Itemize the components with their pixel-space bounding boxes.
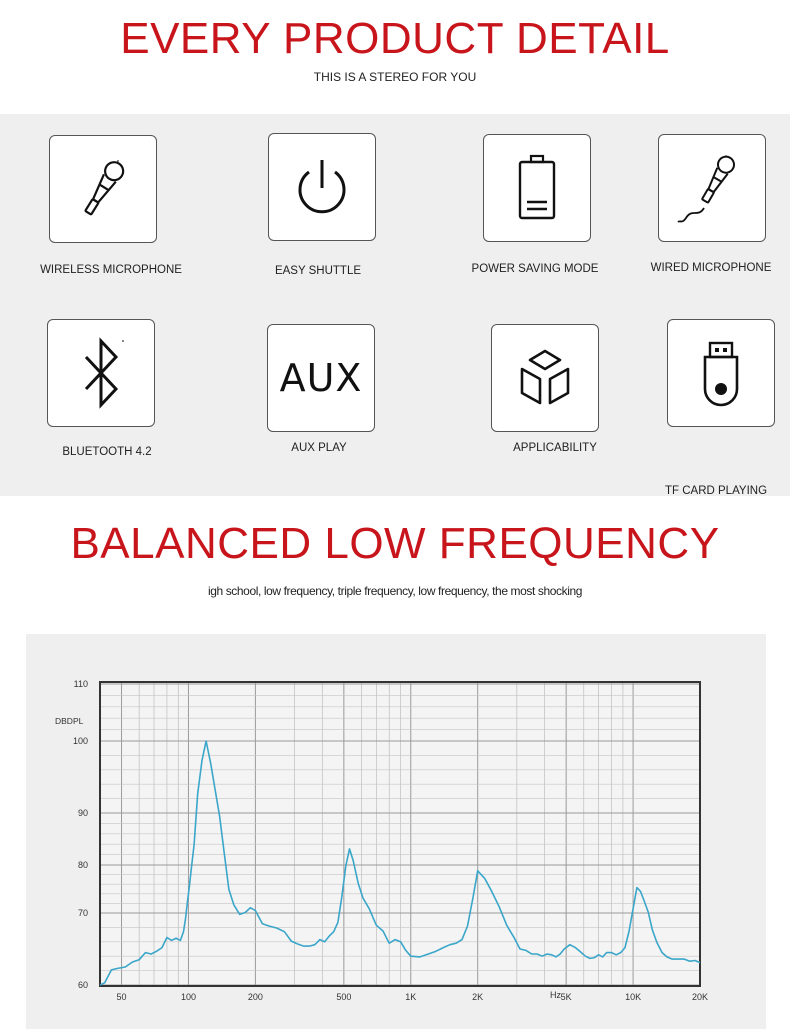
x-tick-label: 100 — [180, 992, 196, 1002]
y-tick-label: 70 — [77, 908, 88, 918]
battery-icon — [507, 148, 567, 228]
page-subtitle: THIS IS A STEREO FOR YOU — [313, 70, 477, 84]
x-unit-label: Hz — [550, 990, 561, 1000]
x-tick-label: 200 — [247, 992, 263, 1002]
x-tick-label: 5K — [560, 992, 572, 1002]
y-tick-label: 80 — [77, 860, 88, 870]
feature-card-bluetooth — [47, 319, 155, 427]
feature-card-easy-shuttle — [268, 133, 376, 241]
aux-icon: AUX — [279, 356, 363, 400]
feature-label-wireless-microphone: WIRELESS MICROPHONE — [40, 264, 182, 276]
feature-card-power-saving — [483, 134, 591, 242]
y-axis-label: DBDPL — [55, 716, 84, 726]
page-title: EVERY PRODUCT DETAIL — [120, 14, 670, 63]
x-tick-label: 2K — [472, 992, 484, 1002]
x-tick-label: 500 — [336, 992, 352, 1002]
frequency-response-chart — [0, 634, 790, 1029]
bluetooth-icon — [66, 333, 136, 413]
feature-card-tf-card — [667, 319, 775, 427]
feature-label-bluetooth: BLUETOOTH 4.2 — [62, 446, 152, 458]
feature-label-tf-card: TF CARD PLAYING — [664, 485, 768, 497]
feature-card-wired-microphone — [658, 134, 766, 242]
y-tick-label: 100 — [72, 736, 88, 746]
wired-microphone-icon — [670, 146, 754, 230]
x-tick-label: 1K — [405, 992, 417, 1002]
y-tick-label: 110 — [73, 679, 88, 689]
feature-label-wired-microphone: WIRED MICROPHONE — [650, 262, 772, 274]
power-icon — [287, 152, 357, 222]
feature-card-applicability — [491, 324, 599, 432]
usb-drive-icon — [691, 333, 751, 413]
x-tick-label: 20K — [691, 992, 709, 1002]
y-tick-label: 90 — [77, 808, 88, 818]
section-title: BALANCED LOW FREQUENCY — [70, 519, 720, 568]
feature-card-wireless-microphone — [49, 135, 157, 243]
wireless-microphone-icon — [63, 149, 143, 229]
x-tick-label: 10K — [625, 992, 642, 1002]
feature-label-applicability: APPLICABILITY — [513, 442, 597, 454]
feature-label-aux-play: AUX PLAY — [291, 442, 347, 454]
feature-label-easy-shuttle: EASY SHUTTLE — [274, 265, 362, 277]
section-subtitle: igh school, low frequency, triple frequency, low frequency, the most shocking — [207, 584, 583, 598]
feature-label-power-saving: POWER SAVING MODE — [471, 263, 599, 275]
cube-icon — [510, 343, 580, 413]
x-tick-label: 50 — [116, 992, 127, 1002]
feature-card-aux-play — [267, 324, 375, 432]
y-tick-label: 60 — [77, 980, 88, 990]
